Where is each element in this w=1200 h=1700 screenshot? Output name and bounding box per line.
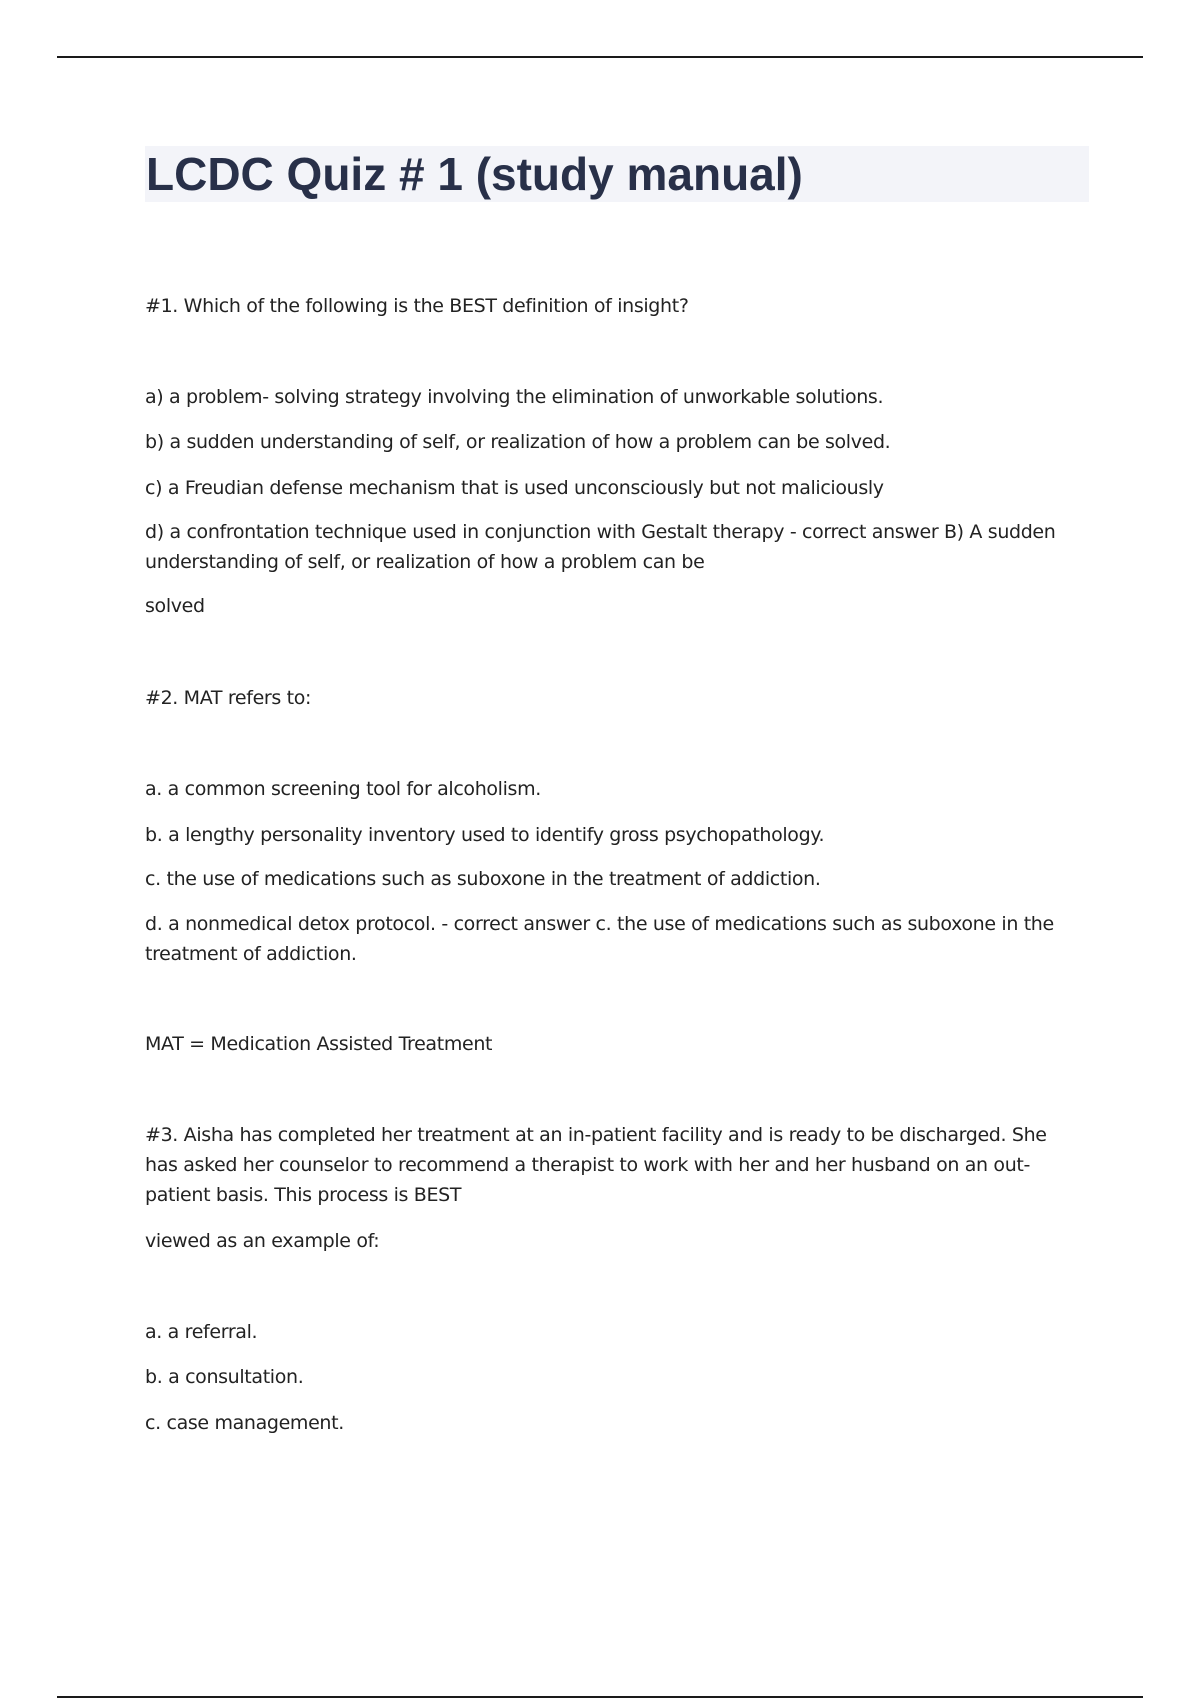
question-2-option-b: b. a lengthy personality inventory used to identify gross psychopathology. — [145, 824, 825, 846]
question-1-option-d: d) a confrontation technique used in conjunction with Gestalt therapy - correct answer B) A sudden understanding of self, or realization of how a problem can be — [145, 521, 1056, 573]
question-3-option-a: a. a referral. — [145, 1321, 258, 1343]
question-2-option-a: a. a common screening tool for alcoholism. — [145, 778, 541, 800]
question-2-prompt: #2. MAT refers to: — [145, 687, 312, 709]
question-2-note: MAT = Medication Assisted Treatment — [145, 1033, 493, 1055]
question-1-continuation: solved — [145, 595, 205, 617]
top-rule — [57, 56, 1143, 58]
question-3-prompt: #3. Aisha has completed her treatment at an in-patient facility and is ready to be discharged. She has asked her counselor to recommend a therapist to work with her and her husband on an out-patient basis. This process is BEST — [145, 1124, 1047, 1206]
question-1-option-c: c) a Freudian defense mechanism that is used unconsciously but not maliciously — [145, 477, 884, 499]
question-3-option-b: b. a consultation. — [145, 1366, 304, 1388]
question-2-option-d: d. a nonmedical detox protocol. - correct answer c. the use of medications such as suboxone in the treatment of addiction. — [145, 913, 1054, 965]
question-3-option-c: c. case management. — [145, 1412, 344, 1434]
question-1-option-b: b) a sudden understanding of self, or realization of how a problem can be solved. — [145, 431, 891, 453]
bottom-rule — [57, 1696, 1143, 1698]
question-3-continuation: viewed as an example of: — [145, 1230, 380, 1252]
question-1-option-a: a) a problem- solving strategy involving the elimination of unworkable solutions. — [145, 386, 884, 408]
question-1-prompt: #1. Which of the following is the BEST definition of insight? — [145, 295, 689, 317]
document-title: LCDC Quiz # 1 (study manual) — [146, 148, 803, 200]
question-2-option-c: c. the use of medications such as suboxone in the treatment of addiction. — [145, 868, 821, 890]
